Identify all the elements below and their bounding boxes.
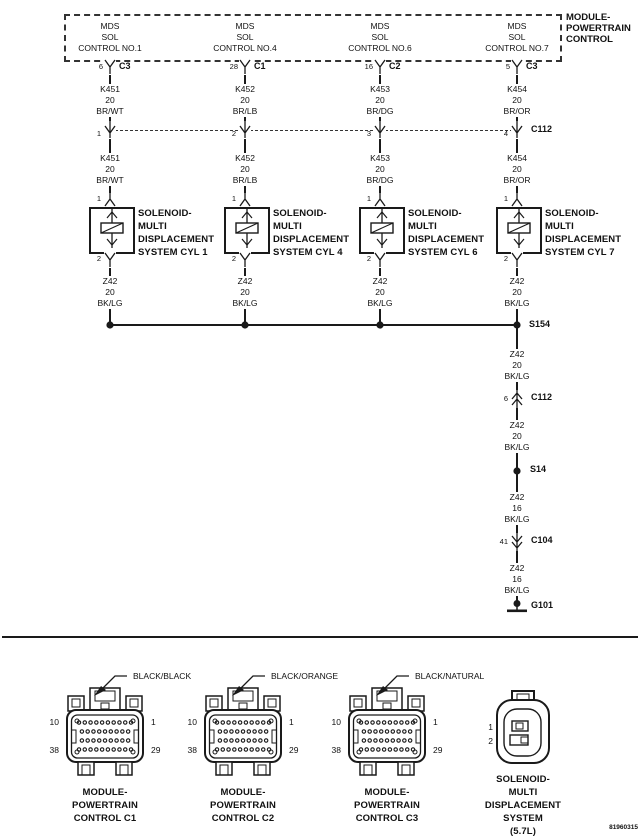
wire-label: 20 xyxy=(375,164,385,174)
pcm-module-box xyxy=(64,14,562,62)
solenoid-label-line: SYSTEM CYL 1 xyxy=(138,247,208,258)
wire-label: K452 xyxy=(235,84,255,94)
pin-number: 1 xyxy=(289,717,294,727)
wire-label: K453 xyxy=(370,153,390,163)
inline-connector-symbol xyxy=(511,533,523,551)
wire-label: BR/LB xyxy=(232,175,258,185)
solenoid-label-line: DISPLACEMENT xyxy=(138,234,215,245)
pin-number: 1 xyxy=(96,194,101,203)
pcm-control-label-line: CONTROL NO.7 xyxy=(485,43,549,53)
color-callout-arrow xyxy=(91,669,131,699)
connector-caption-line: (5.7L) xyxy=(510,826,536,837)
pin-number: 6 xyxy=(98,62,103,71)
solenoid-label-line: SOLENOID- xyxy=(408,208,462,219)
wire-label: K454 xyxy=(507,153,527,163)
pin-number: 10 xyxy=(331,717,341,727)
connector-caption-line: MULTI xyxy=(508,787,538,798)
connector-name: G101 xyxy=(531,600,554,610)
inline-connector-symbol xyxy=(511,390,523,408)
pcm-control-label-line: CONTROL NO.1 xyxy=(78,43,142,53)
color-callout-arrow xyxy=(229,669,269,699)
wire-label: 20 xyxy=(512,164,522,174)
pcm-control-label-line: MDS xyxy=(507,21,527,31)
pin-number: 29 xyxy=(289,745,299,755)
wire-label: 20 xyxy=(375,95,385,105)
wire-label: 20 xyxy=(512,287,522,297)
pin-number: 29 xyxy=(151,745,161,755)
connector-symbol-female xyxy=(511,252,523,268)
bus-splice-label: S154 xyxy=(529,319,551,329)
pin-number: 1 xyxy=(503,194,508,203)
wire-label: 20 xyxy=(105,95,115,105)
wire-label: BK/LG xyxy=(97,298,123,308)
wire-label: BK/LG xyxy=(504,514,530,524)
pin-number: 38 xyxy=(49,745,59,755)
connector-caption-line: DISPLACEMENT xyxy=(484,800,562,811)
connector-caption-line: CONTROL C2 xyxy=(211,813,275,824)
pcm-module-label-line: MODULE- xyxy=(566,12,611,23)
inline-connector-symbol xyxy=(239,121,251,139)
wire-label: Z42 xyxy=(102,276,118,286)
wire-label: 20 xyxy=(512,95,522,105)
solenoid-box xyxy=(89,207,135,254)
wire-label: 16 xyxy=(512,503,522,513)
inline-connector-symbol xyxy=(511,121,523,139)
pcm-control-label-line: MDS xyxy=(235,21,255,31)
solenoid-label-line: SYSTEM CYL 6 xyxy=(408,247,478,258)
wire-label: 20 xyxy=(375,287,385,297)
solenoid-label-line: MULTI xyxy=(545,221,574,232)
splice-dot xyxy=(513,321,521,329)
pin-number: 2 xyxy=(231,129,236,138)
pin-number: 2 xyxy=(488,736,493,746)
pcm-control-label-line: SOL xyxy=(508,32,526,42)
pin-number: 38 xyxy=(187,745,197,755)
wire-label: Z42 xyxy=(509,420,525,430)
inline-connector-label: C112 xyxy=(531,124,553,134)
pin-number: 28 xyxy=(229,62,238,71)
wire-label: BK/LG xyxy=(504,298,530,308)
wire-label: K451 xyxy=(100,153,120,163)
connector-caption-line: POWERTRAIN xyxy=(210,800,276,811)
pin-number: 16 xyxy=(364,62,373,71)
wire-label: K453 xyxy=(370,84,390,94)
pin-number: 38 xyxy=(331,745,341,755)
solenoid-box xyxy=(359,207,405,254)
wire-label: 20 xyxy=(105,287,115,297)
connector-caption-line: CONTROL C3 xyxy=(355,813,419,824)
connector-caption-line: POWERTRAIN xyxy=(72,800,138,811)
wire-label: BK/LG xyxy=(504,371,530,381)
wire-label: K454 xyxy=(507,84,527,94)
connector-symbol-female xyxy=(104,59,116,75)
pin-number: 1 xyxy=(366,194,371,203)
pcm-control-label-line: MDS xyxy=(100,21,120,31)
wire-label: BR/WT xyxy=(96,106,124,116)
section-divider xyxy=(2,636,638,638)
wire-label: Z42 xyxy=(509,349,525,359)
inline-connector-symbol xyxy=(104,121,116,139)
connector-name: C3 xyxy=(526,61,538,71)
wire-label: Z42 xyxy=(509,276,525,286)
solenoid-label-line: SOLENOID- xyxy=(545,208,599,219)
pcm-connector-drawing xyxy=(347,686,427,778)
pin-number: 10 xyxy=(187,717,197,727)
pin-number: 1 xyxy=(96,129,101,138)
solenoid-label-line: SOLENOID- xyxy=(273,208,327,219)
connector-symbol-female xyxy=(374,252,386,268)
connector-name: C2 xyxy=(389,61,401,71)
doc-id: 81960315 xyxy=(609,824,638,831)
solenoid-label-line: DISPLACEMENT xyxy=(545,234,622,245)
connector-color-label: BLACK/ORANGE xyxy=(271,671,339,681)
solenoid-label-line: DISPLACEMENT xyxy=(408,234,485,245)
wire-label: BR/OR xyxy=(503,106,531,116)
inline-connector-symbol xyxy=(374,121,386,139)
connector-name: C112 xyxy=(531,392,553,402)
connector-symbol-male xyxy=(511,193,523,207)
pin-number: 2 xyxy=(96,254,101,263)
solenoid-label-line: MULTI xyxy=(408,221,437,232)
pin-number: 2 xyxy=(503,254,508,263)
wire-label: 20 xyxy=(512,360,522,370)
pin-number: 6 xyxy=(503,394,508,403)
wire-label: Z42 xyxy=(509,563,525,573)
color-callout-arrow xyxy=(373,669,413,699)
pcm-control-label-line: CONTROL NO.4 xyxy=(213,43,277,53)
ground-symbol xyxy=(505,599,529,613)
wire-label: 20 xyxy=(512,431,522,441)
wire-label: 20 xyxy=(240,95,250,105)
wire-label: BR/OR xyxy=(503,175,531,185)
wire-label: BK/LG xyxy=(504,585,530,595)
connector-name: C3 xyxy=(119,61,131,71)
pin-number: 5 xyxy=(505,62,510,71)
solenoid-label-line: DISPLACEMENT xyxy=(273,234,350,245)
connector-symbol-female xyxy=(374,59,386,75)
connector-symbol-female xyxy=(104,252,116,268)
wire-label: 20 xyxy=(240,287,250,297)
pcm-connector-drawing xyxy=(65,686,145,778)
pcm-module-label-line: POWERTRAIN xyxy=(566,23,631,34)
wire-label: Z42 xyxy=(237,276,253,286)
connector-color-label: BLACK/BLACK xyxy=(133,671,192,681)
wire-label: Z42 xyxy=(509,492,525,502)
wire-label: BR/WT xyxy=(96,175,124,185)
pcm-connector-drawing xyxy=(203,686,283,778)
connector-name: S14 xyxy=(530,464,547,474)
connector-symbol-male xyxy=(374,193,386,207)
wire-label: BK/LG xyxy=(367,298,393,308)
solenoid-label-line: SOLENOID- xyxy=(138,208,192,219)
pin-number: 3 xyxy=(366,129,371,138)
pin-number: 1 xyxy=(433,717,438,727)
solenoid-connector-drawing xyxy=(495,690,551,768)
splice-dot xyxy=(513,467,521,475)
connector-symbol-male xyxy=(104,193,116,207)
connector-symbol-female xyxy=(511,59,523,75)
pcm-control-label-line: MDS xyxy=(370,21,390,31)
pin-number: 10 xyxy=(49,717,59,727)
solenoid-label-line: SYSTEM CYL 7 xyxy=(545,247,615,258)
solenoid-label-line: MULTI xyxy=(273,221,302,232)
connector-caption-line: POWERTRAIN xyxy=(354,800,420,811)
wire-label: BR/DG xyxy=(366,106,394,116)
pcm-control-label-line: SOL xyxy=(371,32,389,42)
wire-label: K452 xyxy=(235,153,255,163)
splice-dot xyxy=(106,321,114,329)
connector-caption-line: SYSTEM xyxy=(503,813,543,824)
connector-name: C1 xyxy=(254,61,266,71)
ground-bus-line xyxy=(110,324,518,326)
pin-number: 2 xyxy=(366,254,371,263)
pin-number: 1 xyxy=(231,194,236,203)
wire-label: 20 xyxy=(105,164,115,174)
splice-dot xyxy=(376,321,384,329)
wire-label: BK/LG xyxy=(504,442,530,452)
pcm-module-label-line: CONTROL xyxy=(566,34,613,45)
wire-label: BR/LB xyxy=(232,106,258,116)
wire-label: BK/LG xyxy=(232,298,258,308)
pcm-control-label-line: SOL xyxy=(236,32,254,42)
solenoid-label-line: MULTI xyxy=(138,221,167,232)
inline-connector-dashed-line xyxy=(110,130,518,131)
connector-color-label: BLACK/NATURAL xyxy=(415,671,485,681)
solenoid-box xyxy=(224,207,270,254)
pin-number: 2 xyxy=(231,254,236,263)
pin-number: 1 xyxy=(151,717,156,727)
pcm-control-label-line: CONTROL NO.6 xyxy=(348,43,412,53)
pcm-control-label-line: SOL xyxy=(101,32,119,42)
connector-caption-line: SOLENOID- xyxy=(496,774,550,785)
connector-caption-line: CONTROL C1 xyxy=(73,813,137,824)
solenoid-box xyxy=(496,207,542,254)
wire-label: K451 xyxy=(100,84,120,94)
splice-dot xyxy=(241,321,249,329)
connector-symbol-female xyxy=(239,59,251,75)
pin-number: 4 xyxy=(503,129,508,138)
connector-caption-line: MODULE- xyxy=(220,787,266,798)
pin-number: 41 xyxy=(499,537,508,546)
pin-number: 1 xyxy=(488,722,493,732)
wire-label: 20 xyxy=(240,164,250,174)
connector-name: C104 xyxy=(531,535,553,545)
connector-symbol-female xyxy=(239,252,251,268)
wire-label: Z42 xyxy=(372,276,388,286)
pin-number: 29 xyxy=(433,745,443,755)
solenoid-label-line: SYSTEM CYL 4 xyxy=(273,247,343,258)
connector-caption-line: MODULE- xyxy=(82,787,128,798)
connector-symbol-male xyxy=(239,193,251,207)
wire-label: 16 xyxy=(512,574,522,584)
wire-label: BR/DG xyxy=(366,175,394,185)
connector-caption-line: MODULE- xyxy=(364,787,410,798)
